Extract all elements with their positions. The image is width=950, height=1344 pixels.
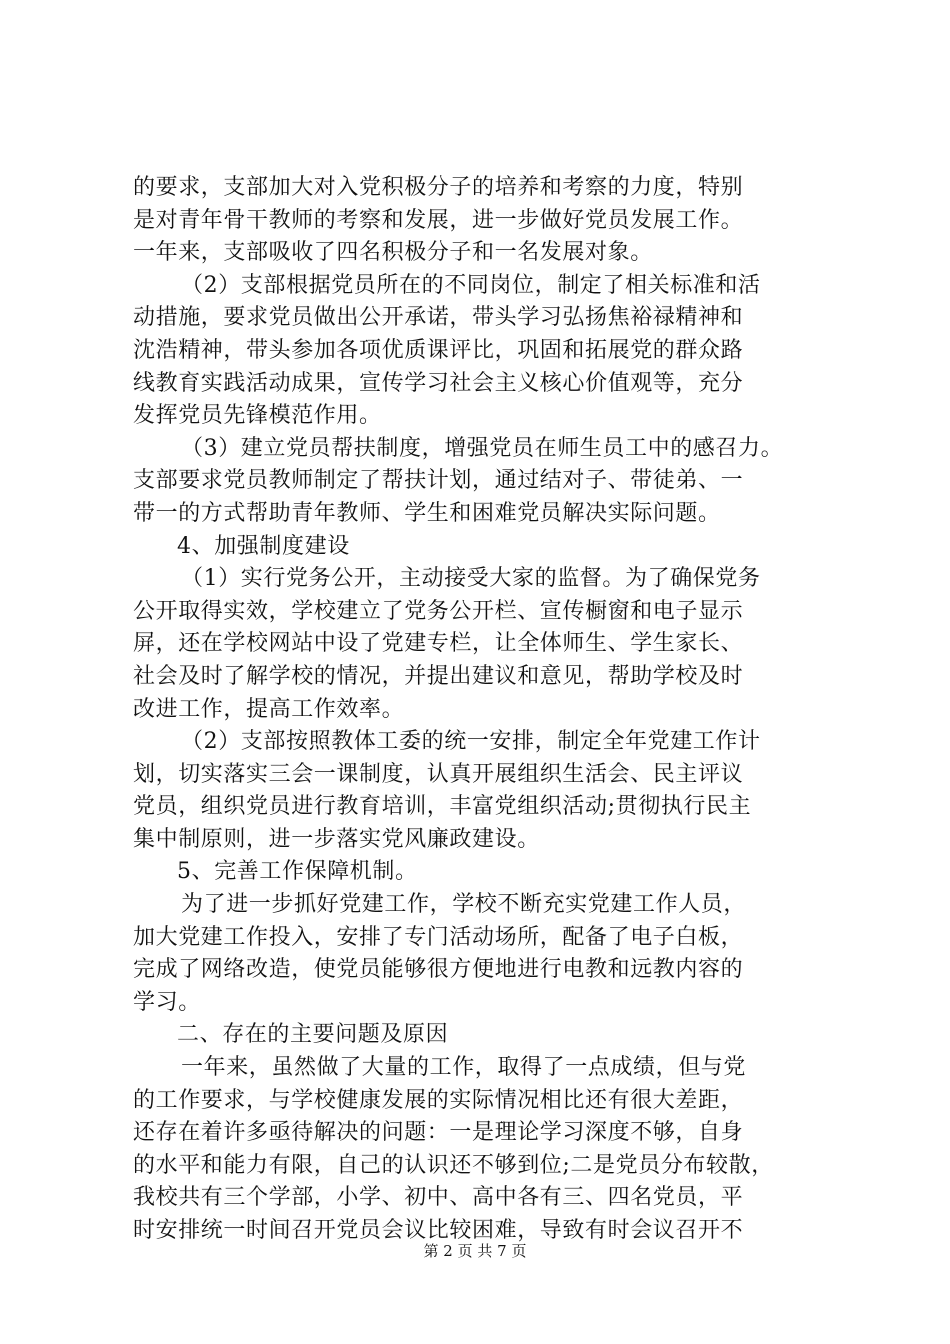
text-line: 一年来，虽然做了大量的工作，取得了一点成绩，但与党 [181, 1055, 747, 1081]
text-line: 4、加强制度建设 [177, 533, 350, 559]
text-line: 完成了网络改造，使党员能够很方便地进行电教和远教内容的 [133, 957, 744, 983]
text-line: 为了进一步抓好党建工作，学校不断充实党建工作人员， [181, 892, 747, 918]
text-line: 社会及时了解学校的情况，并提出建议和意见，帮助学校及时 [133, 663, 744, 689]
document-body [133, 172, 833, 1248]
text-line: （2）支部根据党员所在的不同岗位，制定了相关标准和活 [181, 272, 761, 298]
text-line: 加大党建工作投入，安排了专门活动场所，配备了电子白板， [133, 924, 744, 950]
text-line: 屏，还在学校网站中设了党建专栏，让全体师生、学生家长、 [133, 631, 744, 657]
page-footer [0, 1241, 950, 1261]
text-line: 带一的方式帮助青年教师、学生和困难党员解决实际问题。 [133, 500, 721, 526]
text-line: 的要求，支部加大对入党积极分子的培养和考察的力度，特别 [133, 175, 744, 200]
text-line: 集中制原则，进一步落实党风廉政建设。 [133, 826, 540, 852]
text-line: 改进工作，提高工作效率。 [133, 696, 405, 722]
text-line: （1）实行党务公开，主动接受大家的监督。为了确保党务 [181, 566, 761, 592]
text-line: 5、完善工作保障机制。 [177, 859, 418, 885]
text-line: 发挥党员先锋模范作用。 [133, 403, 382, 429]
text-line: 的水平和能力有限，自己的认识还不够到位;二是党员分布较散， [133, 1152, 774, 1178]
text-line: 我校共有三个学部，小学、初中、高中各有三、四名党员，平 [133, 1185, 744, 1211]
text-line: 还存在着许多亟待解决的问题：一是理论学习深度不够，自身 [133, 1120, 744, 1146]
text-line: （2）支部按照教体工委的统一安排，制定全年党建工作计 [181, 729, 761, 755]
text-line: 党员，组织党员进行教育培训，丰富党组织活动;贯彻执行民主 [133, 794, 752, 820]
text-line: 时安排统一时间召开党员会议比较困难，导致有时会议召开不 [133, 1218, 744, 1243]
page-number-label: 第 2 页 共 7 页 [423, 1242, 527, 1260]
text-line: 动措施，要求党员做出公开承诺，带头学习弘扬焦裕禄精神和 [133, 305, 744, 331]
text-line: 学习。 [133, 989, 201, 1015]
text-line: 公开取得实效，学校建立了党务公开栏、宣传橱窗和电子显示 [133, 598, 744, 624]
text-line: 二、存在的主要问题及原因 [177, 1022, 449, 1048]
text-line: 沈浩精神，带头参加各项优质课评比，巩固和拓展党的群众路 [133, 337, 744, 363]
text-line: 的工作要求，与学校健康发展的实际情况相比还有很大差距， [133, 1087, 744, 1113]
text-line: （3）建立党员帮扶制度，增强党员在师生员工中的感召力。 [181, 435, 784, 461]
text-line: 划，切实落实三会一课制度，认真开展组织生活会、民主评议 [133, 761, 744, 787]
text-line: 是对青年骨干教师的考察和发展，进一步做好党员发展工作。 [133, 207, 744, 233]
text-line: 线教育实践活动成果，宣传学习社会主义核心价值观等，充分 [133, 370, 744, 396]
text-line: 一年来，支部吸收了四名积极分子和一名发展对象。 [133, 240, 653, 266]
text-line: 支部要求党员教师制定了帮扶计划，通过结对子、带徒弟、一 [133, 468, 744, 494]
